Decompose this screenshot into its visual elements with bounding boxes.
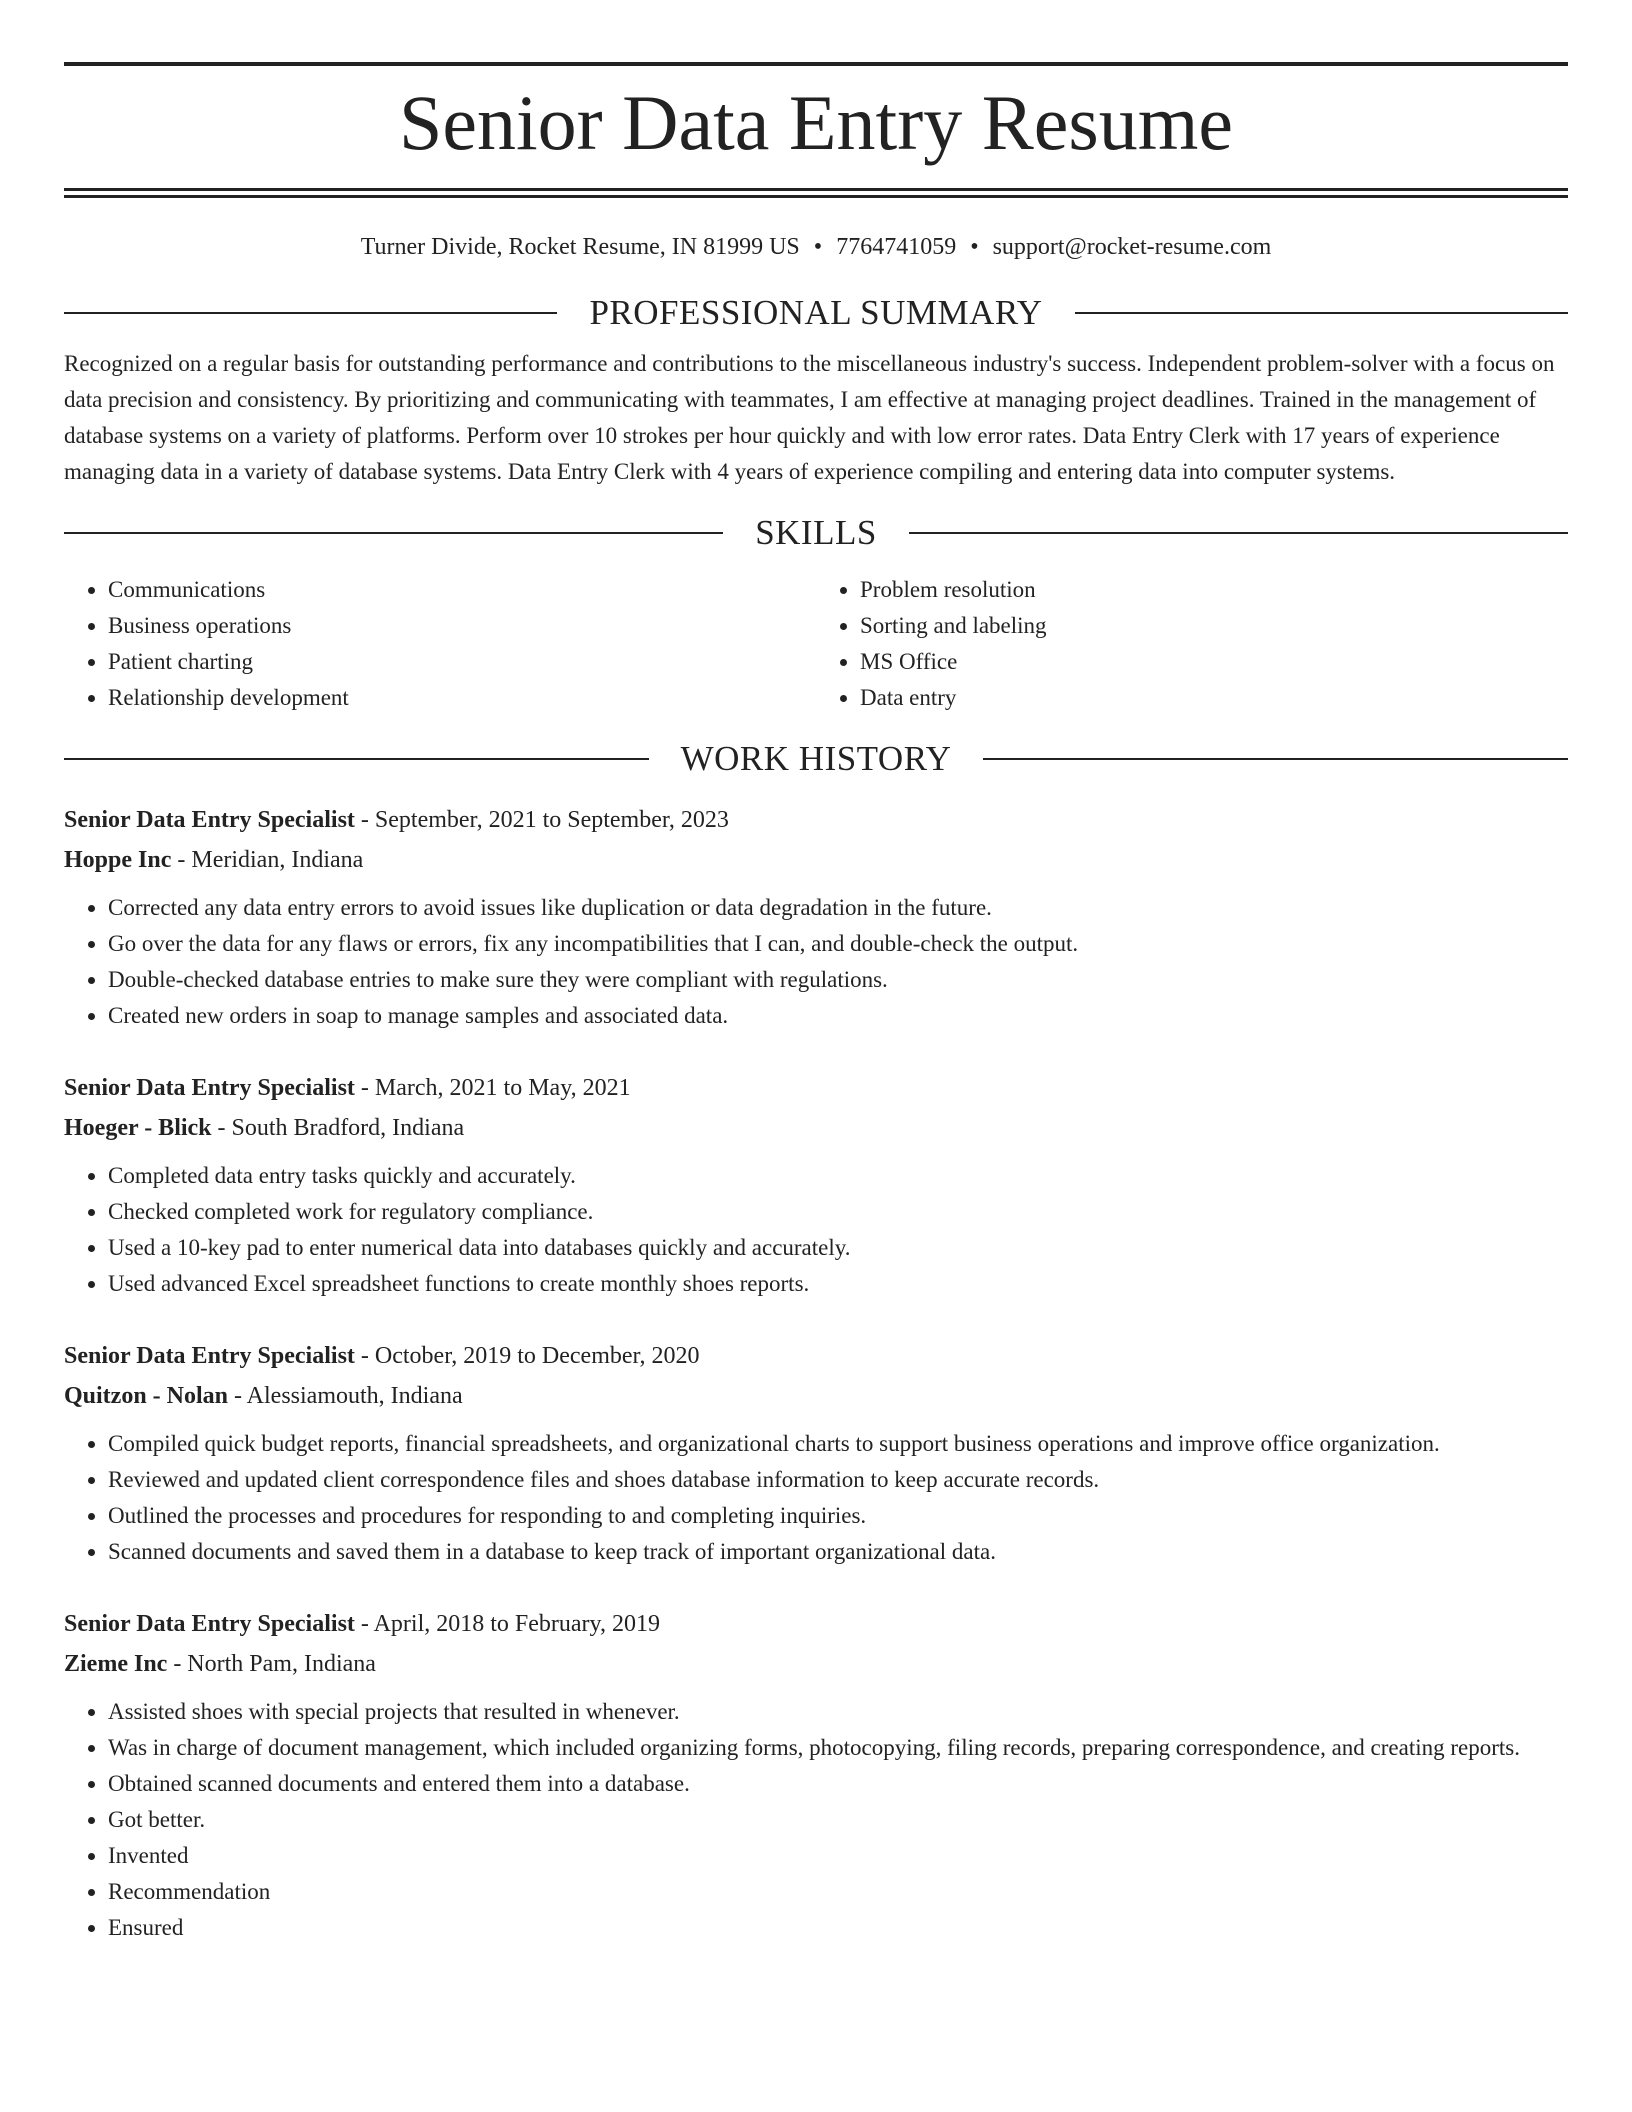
heading-rule bbox=[983, 758, 1568, 760]
job-bullet: • Ensured bbox=[108, 1910, 1568, 1946]
job-location: - Meridian, Indiana bbox=[171, 847, 364, 873]
job-title-line bbox=[64, 1604, 1568, 1644]
job-bullet: • Obtained scanned documents and entered them into a database. bbox=[108, 1766, 1568, 1802]
summary-text: Recognized on a regular basis for outstanding performance and contributions to the miscellaneous industry's success. Independent problem-solver with a focus on data precision and consistency. By prioritizing and communicating with teammates, I am effective at managing project deadlines. Trained in the management of database systems on a variety of platforms. Perform over 10 strokes per hour quickly and with low error rates. Data Entry Clerk with 17 years of experience managing data in a variety of database systems. Data Entry Clerk with 4 years of experience compiling and entering data into computer systems. bbox=[64, 351, 1555, 484]
title-double-rule bbox=[64, 188, 1568, 198]
section-title: PROFESSIONAL SUMMARY bbox=[589, 293, 1043, 332]
job-bullets bbox=[64, 1426, 1568, 1570]
job-title: Senior Data Entry Specialist bbox=[64, 1343, 355, 1369]
job-title: Senior Data Entry Specialist bbox=[64, 807, 355, 833]
job-bullet: • Corrected any data entry errors to avoid issues like duplication or data degradation in the future. bbox=[108, 890, 1568, 926]
job-entry bbox=[64, 800, 1568, 1034]
skill-item: • Business operations bbox=[108, 608, 816, 644]
job-bullets bbox=[64, 890, 1568, 1034]
job-bullet: • Was in charge of document management, which included organizing forms, photocopying, filing records, preparing correspondence, and creating reports. bbox=[108, 1730, 1568, 1766]
skill-item: • Patient charting bbox=[108, 644, 816, 680]
contact-separator: • bbox=[970, 234, 979, 260]
job-dates: - October, 2019 to December, 2020 bbox=[354, 1343, 700, 1369]
skill-item: • Data entry bbox=[860, 680, 1568, 716]
section-heading-work-history bbox=[64, 738, 1568, 780]
heading-rule bbox=[909, 532, 1568, 534]
skill-item: • Relationship development bbox=[108, 680, 816, 716]
contact-phone: 7764741059 bbox=[836, 234, 957, 260]
job-dates: - April, 2018 to February, 2019 bbox=[354, 1611, 660, 1637]
job-bullet: • Used a 10-key pad to enter numerical data into databases quickly and accurately. bbox=[108, 1230, 1568, 1266]
heading-rule bbox=[64, 758, 649, 760]
job-entry bbox=[64, 1336, 1568, 1570]
section-title: SKILLS bbox=[755, 513, 877, 552]
heading-rule bbox=[64, 312, 557, 314]
job-bullets bbox=[64, 1694, 1568, 1946]
job-bullet: • Scanned documents and saved them in a database to keep track of important organizational data. bbox=[108, 1534, 1568, 1570]
skill-item: • Communications bbox=[108, 572, 816, 608]
job-title-line bbox=[64, 800, 1568, 840]
section-heading-summary bbox=[64, 292, 1568, 334]
job-company: Hoppe Inc bbox=[64, 847, 172, 873]
contact-email: support@rocket-resume.com bbox=[992, 234, 1272, 260]
job-bullet: • Invented bbox=[108, 1838, 1568, 1874]
section-heading-skills bbox=[64, 512, 1568, 554]
contact-address: Turner Divide, Rocket Resume, IN 81999 US bbox=[360, 234, 800, 260]
job-bullet: • Created new orders in soap to manage samples and associated data. bbox=[108, 998, 1568, 1034]
job-bullet: • Go over the data for any flaws or errors, fix any incompatibilities that I can, and double-check the output. bbox=[108, 926, 1568, 962]
skills-list bbox=[64, 572, 1568, 716]
section-title: WORK HISTORY bbox=[680, 739, 952, 778]
job-bullet: • Reviewed and updated client correspondence files and shoes database information to keep accurate records. bbox=[108, 1462, 1568, 1498]
job-company-line bbox=[64, 840, 1568, 880]
job-location: - South Bradford, Indiana bbox=[211, 1115, 465, 1141]
skill-item: • Problem resolution bbox=[860, 572, 1568, 608]
job-location: - Alessiamouth, Indiana bbox=[228, 1383, 463, 1409]
job-bullet: • Checked completed work for regulatory compliance. bbox=[108, 1194, 1568, 1230]
contact-line bbox=[64, 232, 1568, 262]
heading-rule bbox=[1075, 312, 1568, 314]
job-company-line bbox=[64, 1108, 1568, 1148]
job-bullet: • Used advanced Excel spreadsheet functions to create monthly shoes reports. bbox=[108, 1266, 1568, 1302]
job-bullets bbox=[64, 1158, 1568, 1302]
job-company: Quitzon - Nolan bbox=[64, 1383, 229, 1409]
job-bullet: • Completed data entry tasks quickly and accurately. bbox=[108, 1158, 1568, 1194]
job-bullet: • Compiled quick budget reports, financial spreadsheets, and organizational charts to support business operations and improve office organization. bbox=[108, 1426, 1568, 1462]
resume-title: Senior Data Entry Resume bbox=[399, 79, 1233, 166]
job-entry bbox=[64, 1068, 1568, 1302]
skills-column-right bbox=[816, 572, 1568, 716]
job-title: Senior Data Entry Specialist bbox=[64, 1611, 355, 1637]
top-rule bbox=[64, 62, 1568, 66]
job-bullet: • Assisted shoes with special projects that resulted in whenever. bbox=[108, 1694, 1568, 1730]
skills-column-left bbox=[64, 572, 816, 716]
job-location: - North Pam, Indiana bbox=[167, 1651, 376, 1677]
heading-rule bbox=[64, 532, 723, 534]
job-company: Zieme Inc bbox=[64, 1651, 168, 1677]
job-bullet: • Double-checked database entries to make sure they were compliant with regulations. bbox=[108, 962, 1568, 998]
job-bullet: • Outlined the processes and procedures for responding to and completing inquiries. bbox=[108, 1498, 1568, 1534]
job-company-line bbox=[64, 1376, 1568, 1416]
job-title: Senior Data Entry Specialist bbox=[64, 1075, 355, 1101]
job-title-line bbox=[64, 1068, 1568, 1108]
job-bullet: • Recommendation bbox=[108, 1874, 1568, 1910]
contact-separator: • bbox=[813, 234, 823, 260]
job-dates: - September, 2021 to September, 2023 bbox=[354, 807, 729, 833]
job-bullet: • Got better. bbox=[108, 1802, 1568, 1838]
job-company-line bbox=[64, 1644, 1568, 1684]
job-entry bbox=[64, 1604, 1568, 1946]
job-dates: - March, 2021 to May, 2021 bbox=[354, 1075, 631, 1101]
job-company: Hoeger - Blick bbox=[64, 1115, 212, 1141]
skill-item: • MS Office bbox=[860, 644, 1568, 680]
skill-item: • Sorting and labeling bbox=[860, 608, 1568, 644]
job-title-line bbox=[64, 1336, 1568, 1376]
